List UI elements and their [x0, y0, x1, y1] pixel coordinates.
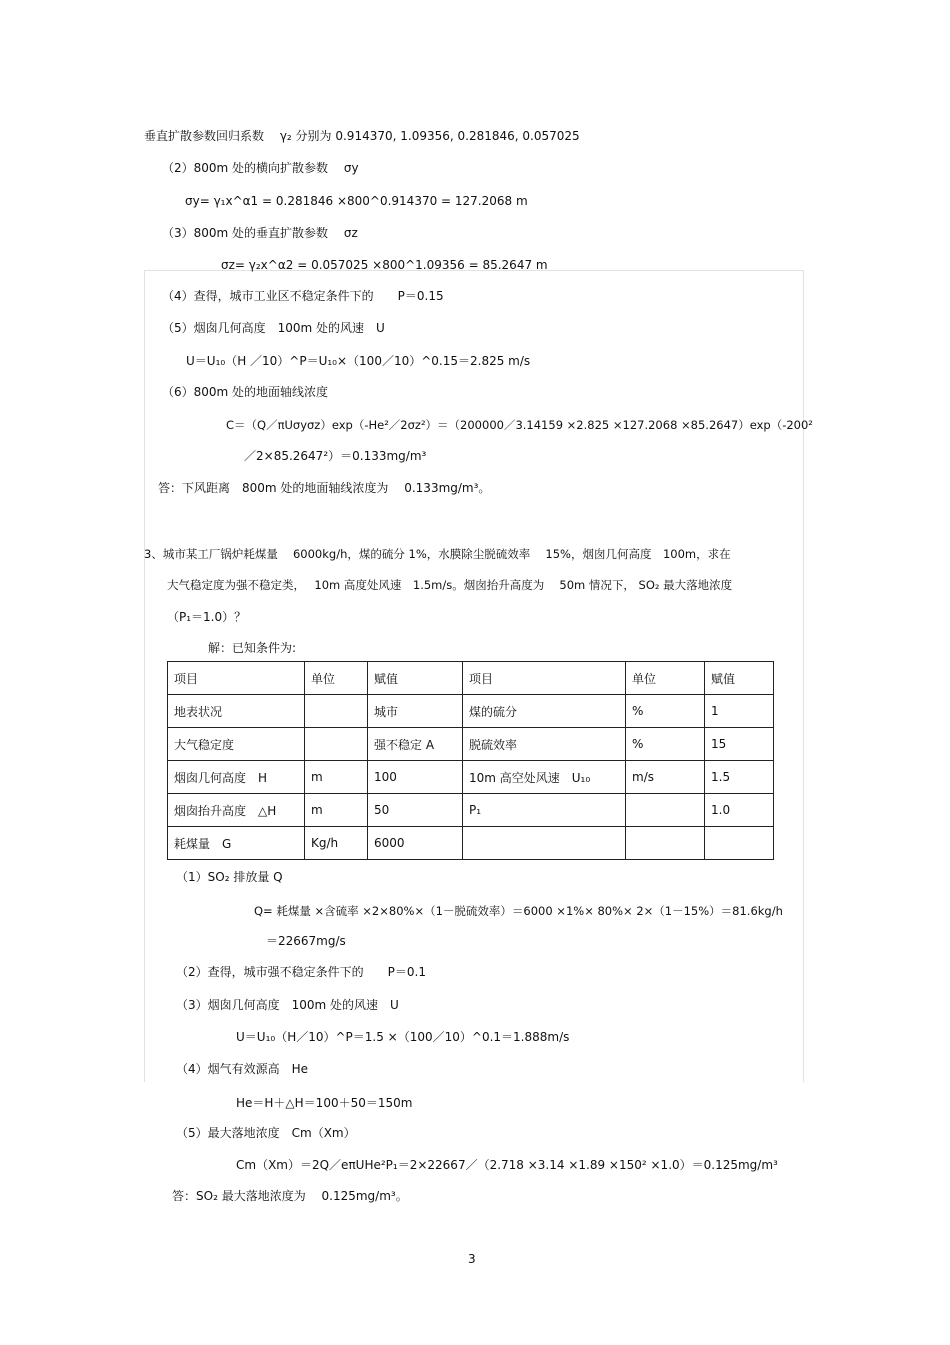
table-row — [168, 728, 774, 761]
problem-3-line-3: （P₁＝1.0）？ — [167, 610, 247, 624]
formula-wind-speed-2: U＝U₁₀（H／10）^P＝1.5 ×（100／10）^0.1＝1.888m/s — [236, 1030, 570, 1044]
table-cell: % — [626, 695, 705, 728]
table-cell: P₁ — [463, 794, 626, 827]
formula-effective-height: He＝H＋△H＝100＋50＝150m — [236, 1096, 413, 1110]
table-cell: 50 — [368, 794, 463, 827]
table-cell: 10m 高空处风速 U₁₀ — [463, 761, 626, 794]
table-cell: 强不稳定 A — [368, 728, 463, 761]
frame-border-right — [803, 270, 804, 1082]
problem-3-line-1: 3、城市某工厂锅炉耗煤量 6000kg/h，煤的硫分 1%，水膜除尘脱硫效率 15%，烟囱几何高度 100m，求在 — [144, 547, 731, 561]
problem-3-line-2: 大气稳定度为强不稳定类， 10m 高度处风速 1.5m/s。烟囱抬升高度为 50m 情况下， SO₂ 最大落地浓度 — [167, 578, 733, 592]
solution-label: 解：已知条件为: — [208, 641, 297, 655]
table-cell: 1.0 — [705, 794, 774, 827]
formula-max-concentration: Cm（Xm）＝2Q／eπUHe²P₁＝2×22667／（2.718 ×3.14 ×1.89 ×150² ×1.0）＝0.125mg/m³ — [236, 1158, 778, 1172]
formula-wind-speed: U＝U₁₀（H ／10）^P＝U₁₀×（100／10）^0.15＝2.825 m/s — [186, 354, 531, 368]
table-cell: Kg/h — [305, 827, 368, 860]
table-cell: 城市 — [368, 695, 463, 728]
table-cell: 项目 — [168, 662, 305, 695]
table-cell — [626, 794, 705, 827]
table-cell: m — [305, 794, 368, 827]
table-cell: 烟囱几何高度 H — [168, 761, 305, 794]
table-cell — [705, 827, 774, 860]
table-cell — [463, 827, 626, 860]
table-cell: 1.5 — [705, 761, 774, 794]
formula-emission-cont: ＝22667mg/s — [266, 934, 346, 948]
table-cell: % — [626, 728, 705, 761]
table-cell: 大气稳定度 — [168, 728, 305, 761]
table-cell: 单位 — [626, 662, 705, 695]
text-line-20: （2）查得，城市强不稳定条件下的 P＝0.1 — [176, 965, 426, 979]
table-cell: 地表状况 — [168, 695, 305, 728]
table-cell: m — [305, 761, 368, 794]
table-row — [168, 794, 774, 827]
table-cell: 6000 — [368, 827, 463, 860]
table-row — [168, 662, 774, 695]
text-line-6: （4）查得，城市工业区不稳定条件下的 P＝0.15 — [162, 289, 444, 303]
text-line-25: （5）最大落地浓度 Cm（Xm） — [176, 1126, 356, 1140]
table-cell: 1 — [705, 695, 774, 728]
formula-sigma-z: σz= γ₂x^α2 = 0.057025 ×800^1.09356 = 85.2647 m — [221, 258, 548, 272]
formula-sigma-y: σy= γ₁x^α1 = 0.281846 ×800^0.914370 = 127.2068 m — [185, 194, 528, 208]
page-number: 3 — [468, 1252, 476, 1266]
answer-line-1: 答：下风距离 800m 处的地面轴线浓度为 0.133mg/m³。 — [158, 481, 491, 495]
text-line-4: （3）800m 处的垂直扩散参数 σz — [162, 226, 358, 240]
table-cell: 赋值 — [705, 662, 774, 695]
known-conditions-table — [167, 661, 774, 860]
table-cell — [305, 695, 368, 728]
text-line-1: 垂直扩散参数回归系数 γ₂ 分别为 0.914370, 1.09356, 0.281846, 0.057025 — [144, 129, 580, 143]
answer-line-2: 答：SO₂ 最大落地浓度为 0.125mg/m³。 — [172, 1189, 408, 1203]
text-line-9: （6）800m 处的地面轴线浓度 — [162, 385, 329, 399]
text-line-2: （2）800m 处的横向扩散参数 σy — [162, 161, 359, 175]
text-line-23: （4）烟气有效源高 He — [176, 1062, 309, 1076]
table-cell: m/s — [626, 761, 705, 794]
table-cell: 100 — [368, 761, 463, 794]
table-row — [168, 695, 774, 728]
text-line-21: （3）烟囱几何高度 100m 处的风速 U — [176, 998, 399, 1012]
table-cell: 赋值 — [368, 662, 463, 695]
formula-emission: Q= 耗煤量 ×含硫率 ×2×80%×（1－脱硫效率）＝6000 ×1%× 80%× 2×（1－15%）＝81.6kg/h — [254, 904, 783, 918]
table-cell: 单位 — [305, 662, 368, 695]
frame-border-left — [144, 270, 145, 1082]
text-line-17: （1）SO₂ 排放量 Q — [176, 870, 283, 884]
table-cell: 脱硫效率 — [463, 728, 626, 761]
table-cell: 项目 — [463, 662, 626, 695]
table-cell: 15 — [705, 728, 774, 761]
formula-concentration-cont: ／2×85.2647²）＝0.133mg/m³ — [244, 449, 427, 463]
table-cell: 烟囱抬升高度 △H — [168, 794, 305, 827]
table-cell: 耗煤量 G — [168, 827, 305, 860]
formula-concentration: C＝（Q／πUσyσz）exp（-He²／2σz²）＝（200000／3.14159 ×2.825 ×127.2068 ×85.2647）exp（-200² — [226, 418, 813, 432]
table-cell — [626, 827, 705, 860]
table-cell — [305, 728, 368, 761]
table-row — [168, 761, 774, 794]
text-line-7: （5）烟囱几何高度 100m 处的风速 U — [162, 321, 385, 335]
table-cell: 煤的硫分 — [463, 695, 626, 728]
table-row — [168, 827, 774, 860]
